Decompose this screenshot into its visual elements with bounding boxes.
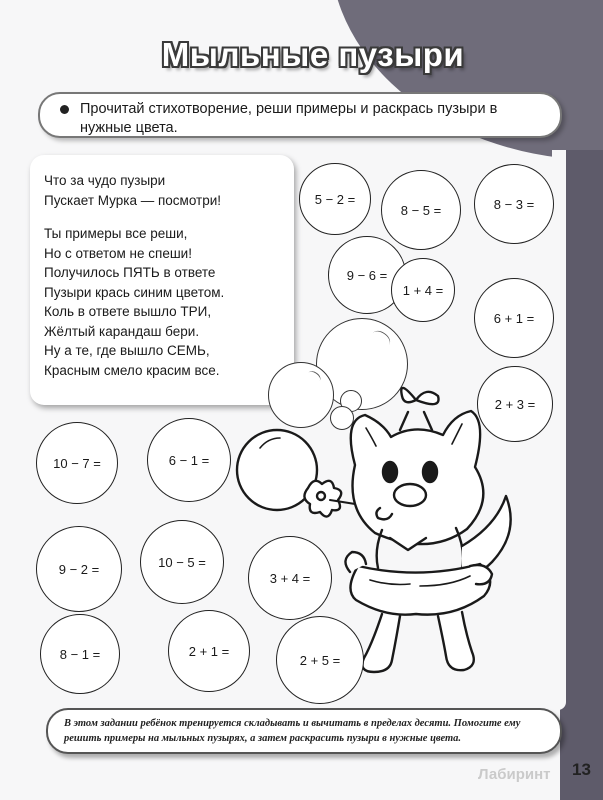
math-bubble[interactable]: 9 − 6 = bbox=[328, 236, 406, 314]
publisher-watermark: Лабиринт bbox=[478, 766, 551, 783]
page-title: Мыльные пузыри bbox=[161, 36, 465, 73]
math-bubble[interactable]: 2 + 1 = bbox=[168, 610, 250, 692]
instruction-text: Прочитай стихотворение, реши примеры и раскрась пузыри в нужные цвета. bbox=[80, 101, 498, 136]
parent-note: В этом задании ребёнок тренируется складывать и вычитать в пределах десяти. Помогите ему решить примеры на мыльных пузырях, а затем раскрасить пузыри в нужные цвета. bbox=[46, 708, 562, 754]
math-bubble[interactable]: 2 + 5 = bbox=[276, 616, 364, 704]
poem-line: Пузыри крась синим цветом. bbox=[44, 284, 225, 300]
page-number: 13 bbox=[572, 760, 591, 779]
right-decor-band bbox=[560, 150, 603, 800]
poem-line: Но с ответом не спеши! bbox=[44, 245, 192, 261]
poem-line: Красным смело красим все. bbox=[44, 362, 220, 378]
left-eye bbox=[383, 462, 397, 482]
poem-line: Ты примеры все реши, bbox=[44, 226, 188, 241]
math-bubble[interactable]: 6 + 1 = bbox=[474, 278, 554, 358]
poem-line: Ну а те, где вышло СЕМЬ, bbox=[44, 343, 210, 358]
math-bubble[interactable]: 1 + 4 = bbox=[391, 258, 455, 322]
math-bubble[interactable]: 8 − 1 = bbox=[40, 614, 120, 694]
poem-line: Жёлтый карандаш бери. bbox=[44, 323, 200, 339]
math-bubble[interactable]: 6 − 1 = bbox=[147, 418, 231, 502]
right-leg bbox=[438, 612, 474, 670]
math-bubble[interactable]: 5 − 2 = bbox=[299, 163, 371, 235]
stanza-gap bbox=[44, 210, 282, 224]
dress bbox=[350, 564, 490, 615]
math-bubble[interactable]: 9 − 2 = bbox=[36, 526, 122, 612]
math-bubble[interactable]: 10 − 7 = bbox=[36, 422, 118, 504]
poem-line: Пускает Мурка — посмотри! bbox=[44, 192, 222, 208]
poem-line: Получилось ПЯТЬ в ответе bbox=[44, 265, 216, 280]
left-leg bbox=[362, 614, 400, 672]
nose bbox=[394, 484, 426, 506]
bow bbox=[401, 388, 438, 404]
right-eye bbox=[423, 462, 437, 482]
math-bubble[interactable]: 8 − 5 = bbox=[381, 170, 461, 250]
cat-head bbox=[351, 411, 484, 544]
math-bubble[interactable]: 8 − 3 = bbox=[474, 164, 554, 244]
bow-ribbons bbox=[400, 412, 432, 430]
poem-line: Коль в ответе вышло ТРИ, bbox=[44, 304, 212, 319]
math-bubble[interactable]: 2 + 3 = bbox=[477, 366, 553, 442]
bullet-icon bbox=[60, 105, 69, 114]
math-bubble[interactable]: 10 − 5 = bbox=[140, 520, 224, 604]
poem-line: Что за чудо пузыри bbox=[44, 173, 166, 188]
math-bubble[interactable]: 3 + 4 = bbox=[248, 536, 332, 620]
instruction-box bbox=[38, 92, 562, 138]
